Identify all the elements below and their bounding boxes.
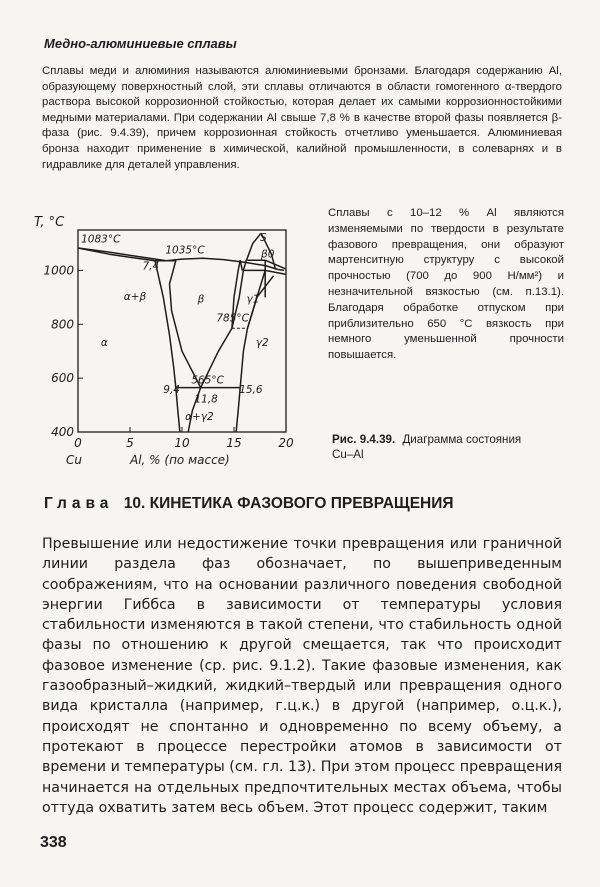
phase-label: S — [260, 231, 267, 244]
x-origin-label: Cu — [66, 453, 82, 467]
phase-label: 1035°C — [165, 244, 205, 257]
phase-label: 11,8 — [194, 393, 218, 406]
intro-paragraph: Сплавы меди и алюминия называются алюминиевыми бронзами. Благодаря содержанию Al, образующему поверхностный слой, эти сплавы отличаются в области гомогенного α-твердого раствора высокой коррозионной стойкостью, которая делает их самыми коррозионностойкими медными материалами. При содержании Al свыше 7,8 % в качестве второй фазы появляется β-фаза (рис. 9.4.39), причем коррозионная стойкость отчетливо уменьшается. Алюминиевая бронза находит применение в химической, калийной промышленности, в солеварнях и в гидравлике для деталей управления. — [42, 65, 562, 171]
x-tick-label: 5 — [126, 436, 134, 450]
chapter-title: 10. КИНЕТИКА ФАЗОВОГО ПРЕВРАЩЕНИЯ — [123, 495, 454, 512]
phase-label: β — [197, 293, 205, 306]
x-tick-label: 0 — [74, 436, 82, 450]
phase-label: 565°C — [191, 374, 224, 387]
phase-label: α — [100, 336, 108, 349]
phase-line-s-line — [279, 270, 284, 271]
body-paragraph: Превышение или недостижение точки превращения или граничной линии раздела фаз обозначает, по вышеприведенным соображениям, что на основании различного поведения свободной энергии Гиббса в зависимости от температуры условия стабильности изменяются в такой степени, что стабильность одной фазы по отношению к другой смещается, так что происходит фазовое изменение (ср. рис. 9.1.2). Такие фазовые изменения, как газообразный–жидкий, жидкий–твердый или превращения одного вида кристалла (например, г.ц.к.) в другой (например, о.ц.к.), происходят не спонтанно и одновременно по всему объему, а протекают в процессе перестройки атомов в зависимости от времени и температуры (см. гл. 13). При этом процесс превращения начинается на отдельных предпочтительных местах объема, чтобы оттуда охватить затем весь объем. Этот процесс содержит, таким — [42, 536, 562, 816]
phase-label: α+γ2 — [185, 410, 214, 423]
phase-label: β0 — [261, 248, 275, 261]
phase-diagram — [28, 212, 318, 482]
page-number: 338 — [40, 834, 67, 851]
y-tick-label: 400 — [51, 425, 74, 439]
phase-label: 15,6 — [239, 383, 263, 396]
chapter-heading — [44, 495, 564, 513]
figure-caption — [332, 432, 532, 462]
running-header: Медно-алюминиевые сплавы — [44, 36, 237, 51]
x-tick-label: 15 — [226, 436, 242, 450]
phase-label: 9,4 — [163, 383, 180, 396]
x-axis-label: Al, % (по массе) — [130, 453, 230, 467]
phase-label: γ1 — [246, 293, 260, 306]
phase-line-gamma2-solvus — [240, 270, 265, 387]
y-tick-label: 600 — [51, 371, 74, 386]
phase-line-solidus-alpha — [78, 248, 155, 261]
phase-label: α+β — [123, 291, 147, 304]
x-tick-label: 20 — [278, 436, 294, 450]
x-tick-label: 10 — [174, 436, 190, 450]
chapter-word: Глава — [44, 495, 114, 512]
figure-caption-label: Рис. 9.4.39. — [332, 433, 396, 446]
phase-label: 785°C — [216, 312, 249, 325]
phase-label: γ2 — [255, 336, 269, 349]
phase-line-high-gamma — [247, 233, 262, 260]
y-tick-label: 1000 — [43, 263, 74, 278]
y-tick-label: 800 — [51, 317, 74, 332]
phase-label: 1083°C — [81, 233, 121, 246]
y-axis-label: T, °C — [34, 215, 65, 230]
phase-line-alpha-solvus — [155, 261, 176, 388]
figure-caption-text: Диаграмма состояния Cu–Al — [332, 433, 522, 461]
side-paragraph: Сплавы с 10–12 % Al являются изменяемыми по твердости в результате фазового превращения, они образуют мартенситную структуру с высокой прочностью (700 до 900 Н/мм²) и незначительной вязкостью (см. п.13.1). Благодаря обработке отпуском при приблизительно 650 °С вязкость при немного уменьшенной прочности повышается. — [328, 207, 564, 362]
phase-label: 7,4 — [142, 260, 160, 273]
